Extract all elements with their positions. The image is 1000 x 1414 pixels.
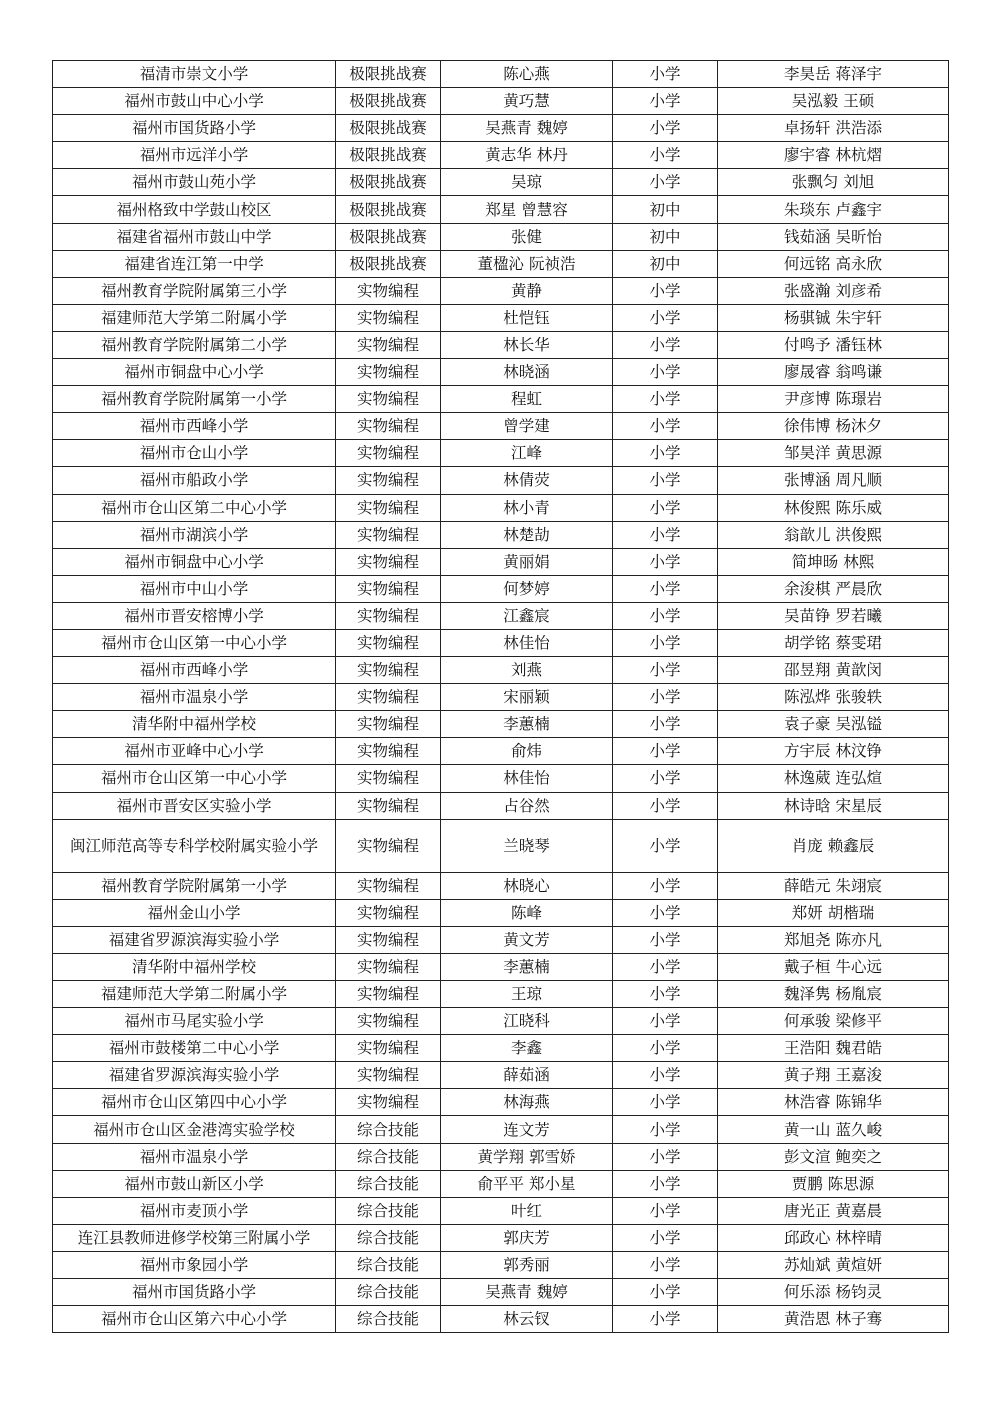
level-cell: 小学 <box>613 521 718 548</box>
school-cell: 清华附中福州学校 <box>53 711 336 738</box>
level-cell: 小学 <box>613 277 718 304</box>
category-cell: 实物编程 <box>336 738 441 765</box>
table-row <box>53 872 949 899</box>
teacher-cell: 林倩荧 <box>441 467 613 494</box>
level-cell: 小学 <box>613 1224 718 1251</box>
table-row <box>53 359 949 386</box>
category-cell: 实物编程 <box>336 792 441 819</box>
table-row <box>53 440 949 467</box>
category-cell: 综合技能 <box>336 1170 441 1197</box>
category-cell: 实物编程 <box>336 304 441 331</box>
students-cell: 简坤旸 林熙 <box>718 548 949 575</box>
table-row <box>53 277 949 304</box>
teacher-cell: 俞平平 郑小星 <box>441 1170 613 1197</box>
school-cell: 福州市仓山区第六中心小学 <box>53 1306 336 1333</box>
teacher-cell: 陈峰 <box>441 899 613 926</box>
students-cell: 何远铭 高永欣 <box>718 250 949 277</box>
students-cell: 郑旭尧 陈亦凡 <box>718 926 949 953</box>
table-row <box>53 1089 949 1116</box>
level-cell: 小学 <box>613 602 718 629</box>
category-cell: 实物编程 <box>336 602 441 629</box>
students-cell: 薛皓元 朱翊宸 <box>718 872 949 899</box>
teacher-cell: 陈心燕 <box>441 61 613 88</box>
table-row <box>53 738 949 765</box>
table-row <box>53 819 949 872</box>
students-cell: 张盛瀚 刘彦希 <box>718 277 949 304</box>
category-cell: 实物编程 <box>336 926 441 953</box>
students-cell: 郑妍 胡楷瑞 <box>718 899 949 926</box>
students-cell: 贾鹏 陈思源 <box>718 1170 949 1197</box>
students-cell: 黄子翔 王嘉浚 <box>718 1062 949 1089</box>
school-cell: 福州市仓山区第一中心小学 <box>53 629 336 656</box>
category-cell: 实物编程 <box>336 494 441 521</box>
students-cell: 方宇辰 林汶铮 <box>718 738 949 765</box>
table-row <box>53 899 949 926</box>
table-row <box>53 765 949 792</box>
school-cell: 福州市仓山区金港湾实验学校 <box>53 1116 336 1143</box>
table-row <box>53 657 949 684</box>
teacher-cell: 黄学翔 郭雪娇 <box>441 1143 613 1170</box>
category-cell: 实物编程 <box>336 1008 441 1035</box>
level-cell: 初中 <box>613 223 718 250</box>
students-cell: 杨骐铖 朱宇轩 <box>718 304 949 331</box>
level-cell: 小学 <box>613 359 718 386</box>
level-cell: 小学 <box>613 88 718 115</box>
level-cell: 小学 <box>613 1116 718 1143</box>
level-cell: 小学 <box>613 981 718 1008</box>
table-row <box>53 521 949 548</box>
level-cell: 小学 <box>613 1008 718 1035</box>
school-cell: 福州市仓山区第四中心小学 <box>53 1089 336 1116</box>
school-cell: 福州市仓山小学 <box>53 440 336 467</box>
students-cell: 何乐添 杨钧灵 <box>718 1279 949 1306</box>
students-cell: 林俊熙 陈乐威 <box>718 494 949 521</box>
table-row <box>53 981 949 1008</box>
teacher-cell: 曾学建 <box>441 413 613 440</box>
level-cell: 小学 <box>613 872 718 899</box>
table-row <box>53 1035 949 1062</box>
category-cell: 综合技能 <box>336 1224 441 1251</box>
teacher-cell: 张健 <box>441 223 613 250</box>
school-cell: 福州市象园小学 <box>53 1251 336 1278</box>
table-row <box>53 548 949 575</box>
school-cell: 福州市仓山区第一中心小学 <box>53 765 336 792</box>
teacher-cell: 郭秀丽 <box>441 1251 613 1278</box>
category-cell: 实物编程 <box>336 331 441 358</box>
school-cell: 福州市晋安区实验小学 <box>53 792 336 819</box>
teacher-cell: 吴燕青 魏婷 <box>441 1279 613 1306</box>
table-row <box>53 88 949 115</box>
table-row <box>53 1279 949 1306</box>
students-cell: 林诗晗 宋星辰 <box>718 792 949 819</box>
category-cell: 实物编程 <box>336 629 441 656</box>
school-cell: 福州市温泉小学 <box>53 1143 336 1170</box>
school-cell: 福州市远洋小学 <box>53 142 336 169</box>
teacher-cell: 黄志华 林丹 <box>441 142 613 169</box>
teacher-cell: 叶红 <box>441 1197 613 1224</box>
table-row <box>53 1170 949 1197</box>
teacher-cell: 林云钗 <box>441 1306 613 1333</box>
teacher-cell: 程虹 <box>441 386 613 413</box>
table-row <box>53 1251 949 1278</box>
students-cell: 徐伟博 杨沐夕 <box>718 413 949 440</box>
level-cell: 小学 <box>613 494 718 521</box>
teacher-cell: 李蕙楠 <box>441 711 613 738</box>
teacher-cell: 林佳怡 <box>441 765 613 792</box>
category-cell: 实物编程 <box>336 359 441 386</box>
award-table <box>52 60 949 1333</box>
students-cell: 林逸葳 连弘煊 <box>718 765 949 792</box>
category-cell: 实物编程 <box>336 1089 441 1116</box>
students-cell: 魏泽隽 杨胤宸 <box>718 981 949 1008</box>
teacher-cell: 郭庆芳 <box>441 1224 613 1251</box>
school-cell: 福州教育学院附属第一小学 <box>53 386 336 413</box>
students-cell: 廖宇睿 林杭熠 <box>718 142 949 169</box>
category-cell: 实物编程 <box>336 872 441 899</box>
category-cell: 综合技能 <box>336 1116 441 1143</box>
level-cell: 小学 <box>613 926 718 953</box>
teacher-cell: 杜恺钰 <box>441 304 613 331</box>
students-cell: 邵昱翔 黄歆闵 <box>718 657 949 684</box>
level-cell: 小学 <box>613 765 718 792</box>
table-row <box>53 142 949 169</box>
teacher-cell: 连文芳 <box>441 1116 613 1143</box>
level-cell: 小学 <box>613 413 718 440</box>
students-cell: 朱琰东 卢鑫宇 <box>718 196 949 223</box>
teacher-cell: 宋丽颖 <box>441 684 613 711</box>
school-cell: 福州市麦顶小学 <box>53 1197 336 1224</box>
award-table-body <box>53 61 949 1333</box>
students-cell: 翁歆儿 洪俊熙 <box>718 521 949 548</box>
table-row <box>53 926 949 953</box>
school-cell: 福州市鼓山中心小学 <box>53 88 336 115</box>
students-cell: 邱政心 林梓晴 <box>718 1224 949 1251</box>
students-cell: 彭文渲 鲍奕之 <box>718 1143 949 1170</box>
school-cell: 福州教育学院附属第三小学 <box>53 277 336 304</box>
level-cell: 小学 <box>613 711 718 738</box>
level-cell: 小学 <box>613 1143 718 1170</box>
table-row <box>53 711 949 738</box>
students-cell: 黄浩恩 林子骞 <box>718 1306 949 1333</box>
level-cell: 小学 <box>613 575 718 602</box>
school-cell: 福州格致中学鼓山校区 <box>53 196 336 223</box>
school-cell: 福州市仓山区第二中心小学 <box>53 494 336 521</box>
students-cell: 吴苗铮 罗若曦 <box>718 602 949 629</box>
school-cell: 福建师范大学第二附属小学 <box>53 981 336 1008</box>
school-cell: 福州市亚峰中心小学 <box>53 738 336 765</box>
teacher-cell: 江晓科 <box>441 1008 613 1035</box>
students-cell: 廖晟睿 翁鸣谦 <box>718 359 949 386</box>
category-cell: 实物编程 <box>336 1062 441 1089</box>
category-cell: 实物编程 <box>336 277 441 304</box>
table-row <box>53 304 949 331</box>
students-cell: 陈泓烨 张骏轶 <box>718 684 949 711</box>
teacher-cell: 林楚劼 <box>441 521 613 548</box>
level-cell: 小学 <box>613 386 718 413</box>
level-cell: 小学 <box>613 657 718 684</box>
teacher-cell: 俞炜 <box>441 738 613 765</box>
students-cell: 张博涵 周凡顺 <box>718 467 949 494</box>
level-cell: 小学 <box>613 440 718 467</box>
school-cell: 福州金山小学 <box>53 899 336 926</box>
category-cell: 实物编程 <box>336 819 441 872</box>
school-cell: 福建省罗源滨海实验小学 <box>53 1062 336 1089</box>
teacher-cell: 刘燕 <box>441 657 613 684</box>
category-cell: 综合技能 <box>336 1306 441 1333</box>
table-row <box>53 250 949 277</box>
level-cell: 小学 <box>613 684 718 711</box>
table-row <box>53 1306 949 1333</box>
students-cell: 付鸣予 潘钰林 <box>718 331 949 358</box>
category-cell: 实物编程 <box>336 386 441 413</box>
teacher-cell: 占谷然 <box>441 792 613 819</box>
school-cell: 福建省福州市鼓山中学 <box>53 223 336 250</box>
category-cell: 极限挑战赛 <box>336 88 441 115</box>
level-cell: 小学 <box>613 899 718 926</box>
students-cell: 何承骏 梁修平 <box>718 1008 949 1035</box>
level-cell: 小学 <box>613 1251 718 1278</box>
teacher-cell: 林佳怡 <box>441 629 613 656</box>
table-row <box>53 413 949 440</box>
teacher-cell: 林晓心 <box>441 872 613 899</box>
category-cell: 实物编程 <box>336 765 441 792</box>
students-cell: 肖庞 赖鑫辰 <box>718 819 949 872</box>
level-cell: 小学 <box>613 1306 718 1333</box>
school-cell: 福州教育学院附属第一小学 <box>53 872 336 899</box>
level-cell: 小学 <box>613 467 718 494</box>
teacher-cell: 黄丽娟 <box>441 548 613 575</box>
level-cell: 小学 <box>613 331 718 358</box>
table-row <box>53 331 949 358</box>
table-row <box>53 792 949 819</box>
category-cell: 实物编程 <box>336 413 441 440</box>
students-cell: 尹彦博 陈璟岩 <box>718 386 949 413</box>
category-cell: 实物编程 <box>336 953 441 980</box>
level-cell: 小学 <box>613 142 718 169</box>
school-cell: 福州市铜盘中心小学 <box>53 548 336 575</box>
teacher-cell: 江峰 <box>441 440 613 467</box>
teacher-cell: 林小青 <box>441 494 613 521</box>
teacher-cell: 董楹沁 阮祯浩 <box>441 250 613 277</box>
students-cell: 余浚棋 严晨欣 <box>718 575 949 602</box>
school-cell: 连江县教师进修学校第三附属小学 <box>53 1224 336 1251</box>
level-cell: 小学 <box>613 1062 718 1089</box>
students-cell: 王浩阳 魏君皓 <box>718 1035 949 1062</box>
school-cell: 福州市国货路小学 <box>53 115 336 142</box>
teacher-cell: 何梦婷 <box>441 575 613 602</box>
category-cell: 极限挑战赛 <box>336 61 441 88</box>
category-cell: 实物编程 <box>336 521 441 548</box>
students-cell: 张飘匀 刘旭 <box>718 169 949 196</box>
school-cell: 福州市国货路小学 <box>53 1279 336 1306</box>
students-cell: 吴泓毅 王硕 <box>718 88 949 115</box>
school-cell: 福州市晋安榕博小学 <box>53 602 336 629</box>
table-row <box>53 61 949 88</box>
school-cell: 福州市鼓山新区小学 <box>53 1170 336 1197</box>
teacher-cell: 林长华 <box>441 331 613 358</box>
category-cell: 综合技能 <box>336 1197 441 1224</box>
table-row <box>53 684 949 711</box>
category-cell: 实物编程 <box>336 440 441 467</box>
school-cell: 福州市湖滨小学 <box>53 521 336 548</box>
level-cell: 小学 <box>613 548 718 575</box>
students-cell: 李昊岳 蒋泽宇 <box>718 61 949 88</box>
level-cell: 小学 <box>613 819 718 872</box>
teacher-cell: 李鑫 <box>441 1035 613 1062</box>
school-cell: 福建师范大学第二附属小学 <box>53 304 336 331</box>
school-cell: 福建省连江第一中学 <box>53 250 336 277</box>
school-cell: 福州市马尾实验小学 <box>53 1008 336 1035</box>
school-cell: 福州市西峰小学 <box>53 657 336 684</box>
teacher-cell: 薛茹涵 <box>441 1062 613 1089</box>
teacher-cell: 吴燕青 魏婷 <box>441 115 613 142</box>
school-cell: 福州市温泉小学 <box>53 684 336 711</box>
table-row <box>53 602 949 629</box>
category-cell: 实物编程 <box>336 1035 441 1062</box>
teacher-cell: 林晓涵 <box>441 359 613 386</box>
category-cell: 极限挑战赛 <box>336 223 441 250</box>
level-cell: 小学 <box>613 953 718 980</box>
category-cell: 综合技能 <box>336 1279 441 1306</box>
table-row <box>53 1197 949 1224</box>
table-row <box>53 1224 949 1251</box>
school-cell: 福州市船政小学 <box>53 467 336 494</box>
table-row <box>53 629 949 656</box>
teacher-cell: 林海燕 <box>441 1089 613 1116</box>
table-row <box>53 494 949 521</box>
students-cell: 林浩睿 陈锦华 <box>718 1089 949 1116</box>
category-cell: 实物编程 <box>336 575 441 602</box>
school-cell: 福州市鼓楼第二中心小学 <box>53 1035 336 1062</box>
category-cell: 实物编程 <box>336 899 441 926</box>
level-cell: 小学 <box>613 738 718 765</box>
table-row <box>53 1008 949 1035</box>
students-cell: 戴子桓 牛心远 <box>718 953 949 980</box>
category-cell: 极限挑战赛 <box>336 169 441 196</box>
table-row <box>53 196 949 223</box>
school-cell: 福州市西峰小学 <box>53 413 336 440</box>
teacher-cell: 黄巧慧 <box>441 88 613 115</box>
teacher-cell: 兰晓琴 <box>441 819 613 872</box>
table-row <box>53 386 949 413</box>
category-cell: 实物编程 <box>336 548 441 575</box>
category-cell: 极限挑战赛 <box>336 115 441 142</box>
category-cell: 综合技能 <box>336 1251 441 1278</box>
category-cell: 综合技能 <box>336 1143 441 1170</box>
category-cell: 极限挑战赛 <box>336 142 441 169</box>
level-cell: 小学 <box>613 629 718 656</box>
table-row <box>53 575 949 602</box>
category-cell: 极限挑战赛 <box>336 196 441 223</box>
level-cell: 小学 <box>613 1035 718 1062</box>
school-cell: 闽江师范高等专科学校附属实验小学 <box>53 819 336 872</box>
teacher-cell: 江鑫宸 <box>441 602 613 629</box>
teacher-cell: 王琼 <box>441 981 613 1008</box>
school-cell: 福州市铜盘中心小学 <box>53 359 336 386</box>
level-cell: 小学 <box>613 1170 718 1197</box>
teacher-cell: 吴琼 <box>441 169 613 196</box>
table-row <box>53 115 949 142</box>
level-cell: 初中 <box>613 250 718 277</box>
level-cell: 小学 <box>613 1197 718 1224</box>
school-cell: 福州教育学院附属第二小学 <box>53 331 336 358</box>
category-cell: 实物编程 <box>336 467 441 494</box>
school-cell: 福清市崇文小学 <box>53 61 336 88</box>
students-cell: 卓扬轩 洪浩添 <box>718 115 949 142</box>
level-cell: 初中 <box>613 196 718 223</box>
level-cell: 小学 <box>613 304 718 331</box>
students-cell: 袁子豪 吴泓镒 <box>718 711 949 738</box>
school-cell: 清华附中福州学校 <box>53 953 336 980</box>
students-cell: 苏灿斌 黄煊妍 <box>718 1251 949 1278</box>
students-cell: 胡学铭 蔡雯珺 <box>718 629 949 656</box>
level-cell: 小学 <box>613 115 718 142</box>
table-row <box>53 1062 949 1089</box>
category-cell: 极限挑战赛 <box>336 250 441 277</box>
table-row <box>53 1143 949 1170</box>
category-cell: 实物编程 <box>336 684 441 711</box>
table-row <box>53 953 949 980</box>
teacher-cell: 黄文芳 <box>441 926 613 953</box>
level-cell: 小学 <box>613 1279 718 1306</box>
table-row <box>53 467 949 494</box>
school-cell: 福建省罗源滨海实验小学 <box>53 926 336 953</box>
level-cell: 小学 <box>613 169 718 196</box>
table-row <box>53 1116 949 1143</box>
table-row <box>53 223 949 250</box>
category-cell: 实物编程 <box>336 711 441 738</box>
students-cell: 黄一山 蓝久峻 <box>718 1116 949 1143</box>
table-row <box>53 169 949 196</box>
level-cell: 小学 <box>613 61 718 88</box>
students-cell: 唐光正 黄嘉晨 <box>718 1197 949 1224</box>
category-cell: 实物编程 <box>336 981 441 1008</box>
teacher-cell: 李蕙楠 <box>441 953 613 980</box>
level-cell: 小学 <box>613 1089 718 1116</box>
school-cell: 福州市中山小学 <box>53 575 336 602</box>
category-cell: 实物编程 <box>336 657 441 684</box>
students-cell: 邹昊洋 黄思源 <box>718 440 949 467</box>
students-cell: 钱茹涵 吴昕怡 <box>718 223 949 250</box>
teacher-cell: 黄静 <box>441 277 613 304</box>
level-cell: 小学 <box>613 792 718 819</box>
teacher-cell: 郑星 曾慧容 <box>441 196 613 223</box>
school-cell: 福州市鼓山苑小学 <box>53 169 336 196</box>
